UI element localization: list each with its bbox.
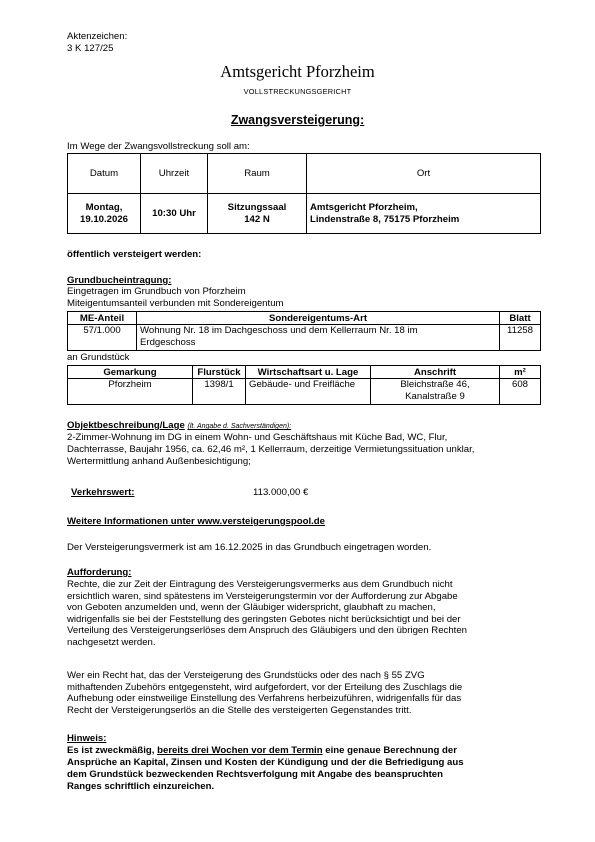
hinweis-heading: Hinweis:	[67, 733, 107, 744]
hinweis-line1-a: Es ist zweckmäßig,	[67, 745, 158, 756]
schedule-header-date: Datum	[68, 154, 141, 194]
aktenzeichen-value: 3 K 127/25	[67, 43, 114, 54]
sondereigentum-table	[67, 311, 541, 351]
aktenzeichen-label: Aktenzeichen:	[67, 31, 128, 42]
schedule-date-weekday: Montag,	[85, 201, 123, 213]
aufforderung-paragraph-1	[67, 579, 529, 648]
grundstueck-table	[67, 365, 541, 405]
schedule-room-line2: 142 N	[244, 213, 270, 225]
schedule-place-line2: Lindenstraße 8, 75175 Pforzheim	[310, 213, 460, 225]
an-grundstueck: an Grundstück	[67, 352, 130, 363]
aufforderung-paragraph-2	[67, 670, 529, 716]
aufforderung-heading: Aufforderung:	[67, 567, 132, 578]
wirtschaftsart: Gebäude- und Freifläche	[246, 379, 371, 405]
me-anteil: 57/1.000	[68, 325, 137, 351]
aufforderung-p1-line: nachgesetzt werden.	[67, 636, 156, 648]
schedule-place-line1: Amtsgericht Pforzheim,	[310, 201, 418, 213]
hinweis-line1-c: eine genaue Berechnung der	[322, 745, 457, 756]
objekt-line2: Dachterrasse, Baujahr 1956, ca. 62,46 m², 1 Kellerraum, derzeitige Vermietungssituation unklar,	[67, 444, 475, 455]
hinweis-line1	[67, 745, 457, 757]
hinweis-line3: dem Grundstück bezweckenden Rechtsverfolgung mit Angabe des beanspruchten	[67, 769, 444, 780]
objekt-heading-note: (lt. Angabe d. Sachverständigen):	[187, 423, 292, 430]
blatt: 11258	[500, 325, 541, 351]
header-gemarkung: Gemarkung	[68, 366, 193, 379]
schedule-header-place: Ort	[307, 154, 541, 194]
document-heading: Zwangsversteigerung:	[230, 113, 365, 127]
weitere-info: Weitere Informationen unter www.versteigerungspool.de	[67, 516, 326, 527]
sondereigentums-art-line1: Wohnung Nr. 18 im Dachgeschoss und dem Kellerraum Nr. 18 im	[140, 325, 418, 336]
schedule-room	[208, 194, 307, 234]
schedule-room-line1: Sitzungssaal	[227, 201, 287, 213]
schedule-date-value: 19.10.2026	[79, 213, 128, 225]
header-qm: m²	[500, 366, 541, 379]
intro-text: Im Wege der Zwangsvollstreckung soll am:	[67, 141, 250, 152]
aufforderung-p1-line: von Geboten anzumelden und, wenn der Gläubiger widerspricht, glaubhaft zu machen,	[67, 602, 436, 613]
court-name: Amtsgericht Pforzheim	[220, 62, 375, 81]
verkehrswert-label: Verkehrswert:	[71, 487, 135, 498]
schedule-time: 10:30 Uhr	[141, 194, 208, 234]
grundbuch-line1: Eingetragen im Grundbuch von Pforzheim	[67, 286, 246, 297]
sondereigentums-art	[137, 325, 500, 351]
versteigert-text: öffentlich versteigert werden:	[67, 249, 202, 260]
sondereigentums-art-line2: Erdgeschoss	[140, 337, 196, 348]
aufforderung-p1-line: widrigenfalls sie bei der Feststellung des geringsten Gebotes nicht berücksichtigt und bei der	[67, 613, 461, 625]
flurstueck: 1398/1	[193, 379, 246, 405]
grundbuch-heading: Grundbucheintragung:	[67, 275, 172, 286]
aufforderung-p2-line: Wer ein Recht hat, das der Versteigerung des Grundstücks oder des nach § 55 ZVG	[67, 670, 425, 681]
aufforderung-p2-line: mithaftenden Zubehörs entgegensteht, wird aufgefordert, vor der Erteilung des Zuschlags die	[67, 681, 463, 693]
schedule-header-time: Uhrzeit	[141, 154, 208, 194]
hinweis-line1-b: bereits drei Wochen vor dem Termin	[157, 745, 323, 756]
objekt-line1: 2-Zimmer-Wohnung im DG in einem Wohn- und Geschäftshaus mit Küche Bad, WC, Flur,	[67, 432, 448, 443]
schedule-date	[68, 194, 141, 234]
grundbuch-line2: Miteigentumsanteil verbunden mit Sondereigentum	[67, 298, 284, 309]
schedule-place	[307, 194, 541, 234]
aufforderung-p1-line: ersichtlich waren, sind spätestens im Versteigerungstermin vor der Aufforderung zur Abgabe	[67, 590, 458, 602]
qm: 608	[500, 379, 541, 405]
header-wirtschaftsart: Wirtschaftsart u. Lage	[246, 366, 371, 379]
schedule-table	[67, 153, 541, 234]
anschrift	[371, 379, 500, 405]
hinweis-line2: Ansprüche an Kapital, Zinsen und Kosten der Kündigung und der die Befriedigung aus	[67, 757, 464, 768]
objekt-line3: Wertermittlung anhand Außenbesichtigung;	[67, 456, 251, 467]
aufforderung-p2-line: Recht der Versteigerungserlös an die Stelle des versteigerten Gegenstandes tritt.	[67, 704, 412, 716]
gemarkung: Pforzheim	[68, 379, 193, 405]
objekt-heading-row	[67, 420, 291, 433]
aufforderung-p1-line: Rechte, die zur Zeit der Eintragung des Versteigerungsvermerks aus dem Grundbuch nicht	[67, 579, 453, 590]
court-department: VOLLSTRECKUNGSGERICHT	[243, 87, 352, 96]
aufforderung-p2-line: Aufhebung oder einstweilige Einstellung des Verfahrens herbeizuführen, widrigenfalls für das	[67, 693, 462, 704]
vermerk-text: Der Versteigerungsvermerk ist am 16.12.2025 in das Grundbuch eingetragen worden.	[67, 542, 432, 553]
anschrift-line1: Bleichstraße 46,	[400, 379, 470, 390]
header-flurstueck: Flurstück	[193, 366, 246, 379]
objekt-heading: Objektbeschreibung/Lage	[67, 420, 185, 431]
header-me-anteil: ME-Anteil	[68, 312, 137, 325]
anschrift-line2: Kanalstraße 9	[405, 391, 465, 402]
verkehrswert-value: 113.000,00 €	[253, 487, 309, 498]
hinweis-line4: Ranges schriftlich einzureichen.	[67, 781, 215, 792]
schedule-header-room: Raum	[208, 154, 307, 194]
header-blatt: Blatt	[500, 312, 541, 325]
aufforderung-p1-line: Verteilung des Versteigerungserlöses dem Anspruch des Gläubigers und den übrigen Rechten	[67, 625, 467, 636]
header-sondereigentums-art: Sondereigentums-Art	[137, 312, 500, 325]
header-anschrift: Anschrift	[371, 366, 500, 379]
